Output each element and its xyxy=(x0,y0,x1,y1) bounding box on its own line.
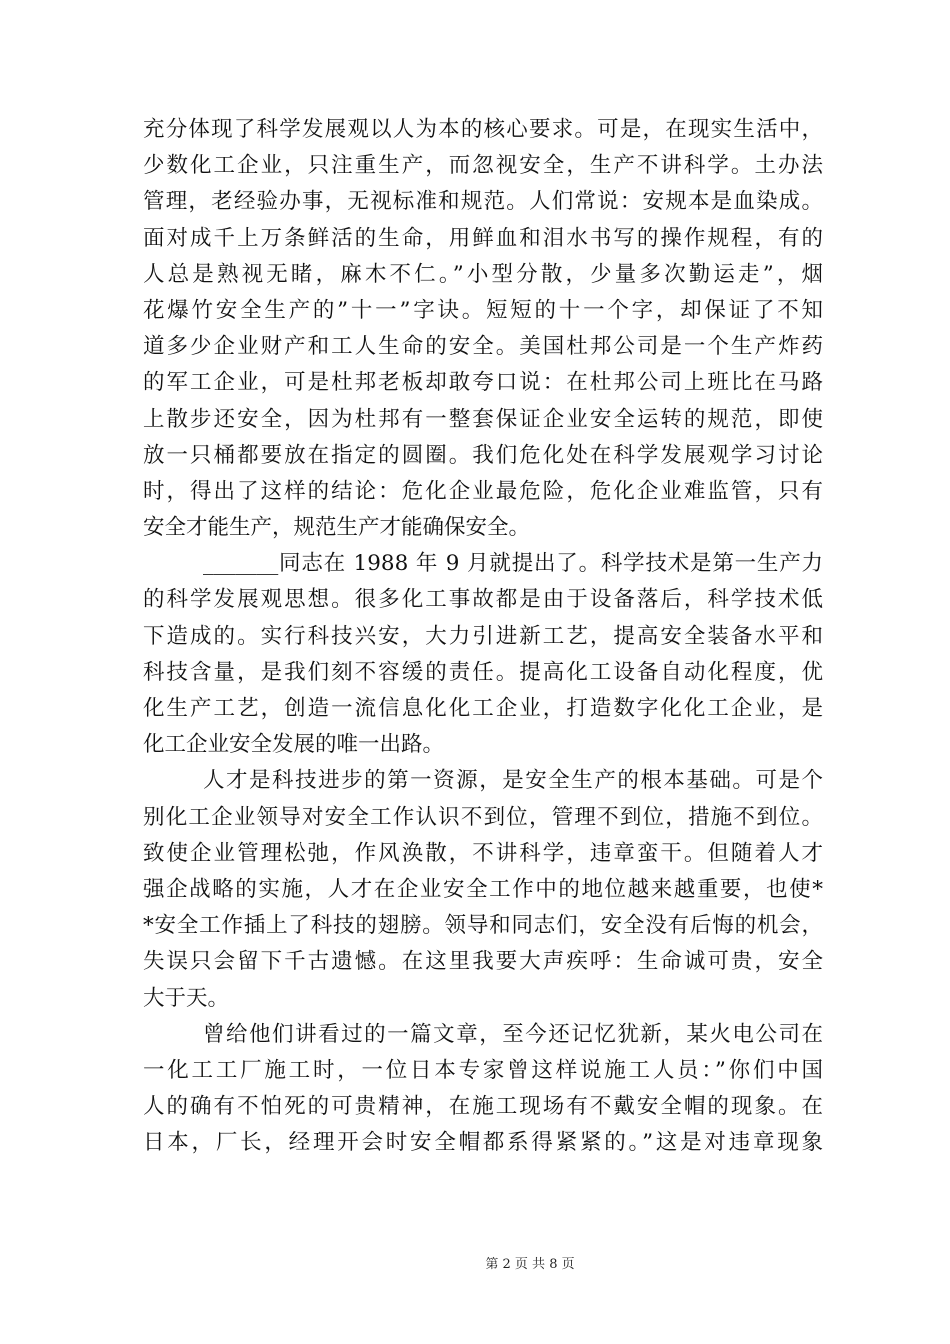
text-line: 下造成的。实行科技兴安，大力引进新工艺，提高安全装备水平和 xyxy=(143,623,823,649)
text-line: 时，得出了这样的结论：危化企业最危险，危化企业难监管，只有 xyxy=(143,478,823,504)
text-line: 人总是熟视无睹，麻木不仁。”小型分散，少量多次勤运走”，烟 xyxy=(143,261,823,287)
paragraph xyxy=(143,112,823,546)
text-line: 上散步还安全，因为杜邦有一整套保证企业安全运转的规范，即使 xyxy=(143,406,823,432)
text-line: 日本，厂长，经理开会时安全帽都系得紧紧的。”这是对违章现象 xyxy=(143,1130,823,1156)
paragraph xyxy=(143,1017,823,1162)
text-line: 充分体现了科学发展观以人为本的核心要求。可是，在现实生活中， xyxy=(143,117,823,142)
text-line: 大于天。 xyxy=(143,985,230,1011)
text-line: 强企战略的实施，人才在企业安全工作中的地位越来越重要，也使* xyxy=(143,876,823,902)
paragraph xyxy=(143,546,823,763)
page-number: 第 2 页 共 8 页 xyxy=(485,1257,575,1272)
text-line: 管理，老经验办事，无视标准和规范。人们常说：安规本是血染成。 xyxy=(143,189,823,215)
text-line: 的军工企业，可是杜邦老板却敢夸口说：在杜邦公司上班比在马路 xyxy=(143,370,823,396)
text-line: 放一只桶都要放在指定的圆圈。我们危化处在科学发展观学习讨论 xyxy=(143,442,823,468)
text-line: 别化工企业领导对安全工作认识不到位，管理不到位，措施不到位。 xyxy=(143,804,823,830)
text-line: 花爆竹安全生产的”十一”字诀。短短的十一个字，却保证了不知 xyxy=(143,297,823,323)
text-line: *安全工作插上了科技的翅膀。领导和同志们，安全没有后悔的机会， xyxy=(143,913,823,939)
text-line: 人才是科技进步的第一资源，是安全生产的根本基础。可是个 xyxy=(203,768,823,794)
text-line: 一化工工厂施工时，一位日本专家曾这样说施工人员：”你们中国 xyxy=(143,1057,823,1083)
text-line: 人的确有不怕死的可贵精神，在施工现场有不戴安全帽的现象。在 xyxy=(143,1094,823,1120)
text-line: 少数化工企业，只注重生产，而忽视安全，生产不讲科学。土办法 xyxy=(143,153,823,179)
text-line: 面对成千上万条鲜活的生命，用鲜血和泪水书写的操作规程，有的 xyxy=(143,225,823,251)
paragraph xyxy=(143,763,823,1016)
document-body xyxy=(143,112,823,1161)
text-line: 曾给他们讲看过的一篇文章，至今还记忆犹新，某火电公司在 xyxy=(203,1021,823,1047)
page-footer xyxy=(0,1253,950,1272)
text-line: 道多少企业财产和工人生命的安全。美国杜邦公司是一个生产炸药 xyxy=(143,334,823,360)
text-line: 化生产工艺，创造一流信息化化工企业，打造数字化化工企业，是 xyxy=(143,696,823,721)
text-line: 科技含量，是我们刻不容缓的责任。提高化工设备自动化程度，优 xyxy=(143,659,823,685)
text-line: _______同志在 1988 年 9 月就提出了。科学技术是第一生产力 xyxy=(203,551,823,577)
text-line: 失误只会留下千古遗憾。在这里我要大声疾呼：生命诚可贵，安全 xyxy=(143,949,823,975)
text-line: 化工企业安全发展的唯一出路。 xyxy=(143,732,445,758)
text-line: 致使企业管理松弛，作风涣散，不讲科学，违章蛮干。但随着人才 xyxy=(143,840,823,866)
text-line: 安全才能生产，规范生产才能确保安全。 xyxy=(143,515,531,541)
text-line: 的科学发展观思想。很多化工事故都是由于设备落后，科学技术低 xyxy=(143,587,823,613)
